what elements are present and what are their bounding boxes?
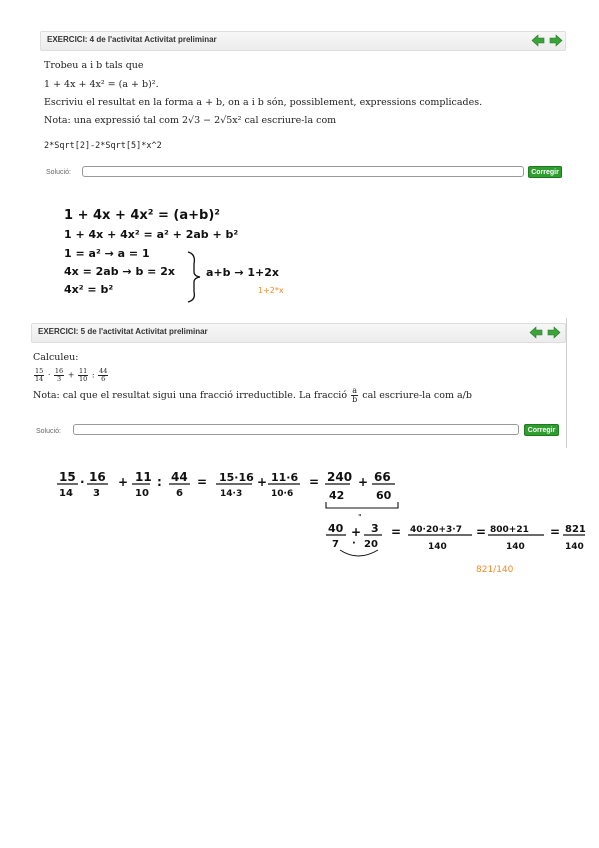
ex4-solucio-label: Solució: <box>46 169 71 176</box>
panel-divider <box>566 318 567 448</box>
arrow-left-icon[interactable] <box>531 34 545 47</box>
svg-text:800+21: 800+21 <box>490 525 529 535</box>
hw2-eq4: = <box>476 525 487 539</box>
arrow-right-icon[interactable] <box>549 34 563 47</box>
svg-text:140: 140 <box>428 542 447 552</box>
hw2-eq1: = <box>197 475 208 489</box>
hw2-frac-3-20 <box>364 522 382 550</box>
hw2-op2: + <box>118 475 129 489</box>
svg-text:44: 44 <box>171 470 188 484</box>
hw2-frac-40-7 <box>326 522 346 550</box>
svg-text:14: 14 <box>59 488 73 499</box>
hw1-answer: 1+2*x <box>258 286 284 295</box>
ex5-frac-2: $\frac{16}{3}$ <box>54 367 64 383</box>
hw2-eq3: = <box>391 525 402 539</box>
exercise-4-title: EXERCICI: 4 de l'activitat Activitat preliminar <box>47 35 217 44</box>
svg-text:15·16: 15·16 <box>219 471 254 484</box>
hw2-frac-sum <box>408 525 472 552</box>
hw2-op1: · <box>80 475 85 489</box>
ex5-solution-input[interactable] <box>73 424 519 435</box>
hw2-cross-arrow <box>340 550 378 556</box>
svg-text:10: 10 <box>135 488 149 499</box>
hw2-eq5: = <box>550 525 561 539</box>
hw1-line5: 4x² = b² <box>64 283 114 296</box>
hw2-op4: + <box>257 475 268 489</box>
hw1-line4: 4x = 2ab → b = 2x <box>64 265 175 278</box>
ex5-frac-4: $\frac{44}{6}$ <box>99 367 108 383</box>
ex5-op-1: · <box>47 370 51 380</box>
ex5-op-2: + <box>67 370 75 380</box>
hw2-op5: + <box>358 475 369 489</box>
hw2-frac-11-10 <box>132 470 152 499</box>
hw2-eq2: = <box>309 475 320 489</box>
svg-text:11: 11 <box>135 470 152 484</box>
exercise-5-header <box>31 323 566 343</box>
hw2-frac-44-6 <box>169 470 190 499</box>
ex5-frac-1: $\frac{15}{14}$ <box>35 367 44 383</box>
ex4-line4: Nota: una expressió tal com 2√3 − 2√5x² cal escriure-la com <box>44 115 337 126</box>
hw2-simp-mark: " <box>358 513 362 522</box>
svg-text:20: 20 <box>364 539 378 550</box>
svg-text:3: 3 <box>93 488 100 499</box>
ex5-note-frac: $\frac{a}{b}$ <box>352 386 358 404</box>
hw2-frac-821-140 <box>563 524 586 552</box>
svg-text:3: 3 <box>371 522 379 535</box>
ex4-corregir-button[interactable]: Corregir <box>528 166 562 178</box>
exercise-5-title: EXERCICI: 5 de l'activitat Activitat preliminar <box>38 327 208 336</box>
ex5-line1: Calculeu: <box>33 352 79 363</box>
handwriting-solution-2 <box>0 462 599 582</box>
hw1-brace <box>188 252 200 302</box>
hw2-underbrace <box>326 502 398 508</box>
ex4-line1: Trobeu a i b tals que <box>44 60 144 71</box>
handwriting-solution-1 <box>0 200 599 310</box>
ex5-corregir-button[interactable]: Corregir <box>524 424 559 436</box>
svg-text:140: 140 <box>565 542 584 552</box>
hw2-dot: · <box>352 538 356 549</box>
exercise-4-header <box>40 31 566 51</box>
svg-text:14·3: 14·3 <box>220 489 243 499</box>
svg-text:7: 7 <box>332 539 339 550</box>
svg-text:240: 240 <box>327 470 353 484</box>
hw2-frac-240-42 <box>325 470 352 502</box>
hw2-frac-product <box>216 471 254 499</box>
arrow-right-icon[interactable] <box>547 326 561 339</box>
hw2-op3: : <box>157 475 162 489</box>
svg-text:40: 40 <box>328 522 344 535</box>
arrow-left-icon[interactable] <box>529 326 543 339</box>
hw1-result: a+b → 1+2x <box>206 266 280 279</box>
svg-text:10·6: 10·6 <box>271 489 294 499</box>
ex5-op-3: : <box>91 370 95 380</box>
svg-text:821: 821 <box>565 524 586 535</box>
hw2-frac-66-60 <box>372 470 395 502</box>
svg-text:16: 16 <box>89 470 106 484</box>
ex4-code-example: 2*Sqrt[2]-2*Sqrt[5]*x^2 <box>44 141 162 151</box>
ex5-expression <box>33 368 109 383</box>
hw2-frac-16-3 <box>87 470 108 499</box>
svg-text:40·20+3·7: 40·20+3·7 <box>410 525 462 535</box>
hw1-line3: 1 = a² → a = 1 <box>64 247 150 260</box>
hw2-op6: + <box>351 525 362 539</box>
hw2-answer: 821/140 <box>476 565 514 575</box>
ex4-solution-input[interactable] <box>82 166 524 177</box>
svg-text:15: 15 <box>59 470 76 484</box>
hw2-frac-11x6 <box>268 471 300 499</box>
hw2-frac-800-21 <box>488 525 544 552</box>
svg-text:42: 42 <box>329 489 345 502</box>
svg-text:140: 140 <box>506 542 525 552</box>
ex5-note: Nota: cal que el resultat sigui una fracció irreductible. La fracció $\frac{a}{b}$ cal escriure-la com a/b <box>33 386 472 404</box>
svg-text:66: 66 <box>374 470 391 484</box>
ex5-frac-3: $\frac{11}{10}$ <box>79 367 88 383</box>
ex4-line3: Escriviu el resultat en la forma a + b, on a i b són, possiblement, expressions complicades. <box>44 97 483 108</box>
ex5-solucio-label: Solució: <box>36 428 61 435</box>
svg-text:60: 60 <box>376 489 392 502</box>
svg-text:11·6: 11·6 <box>271 471 299 484</box>
hw1-line2: 1 + 4x + 4x² = a² + 2ab + b² <box>64 228 239 241</box>
ex4-line2: 1 + 4x + 4x² = (a + b)². <box>44 79 159 90</box>
hw1-line1: 1 + 4x + 4x² = (a+b)² <box>64 208 220 223</box>
hw2-frac-15-14 <box>57 470 78 499</box>
svg-text:6: 6 <box>176 488 183 499</box>
